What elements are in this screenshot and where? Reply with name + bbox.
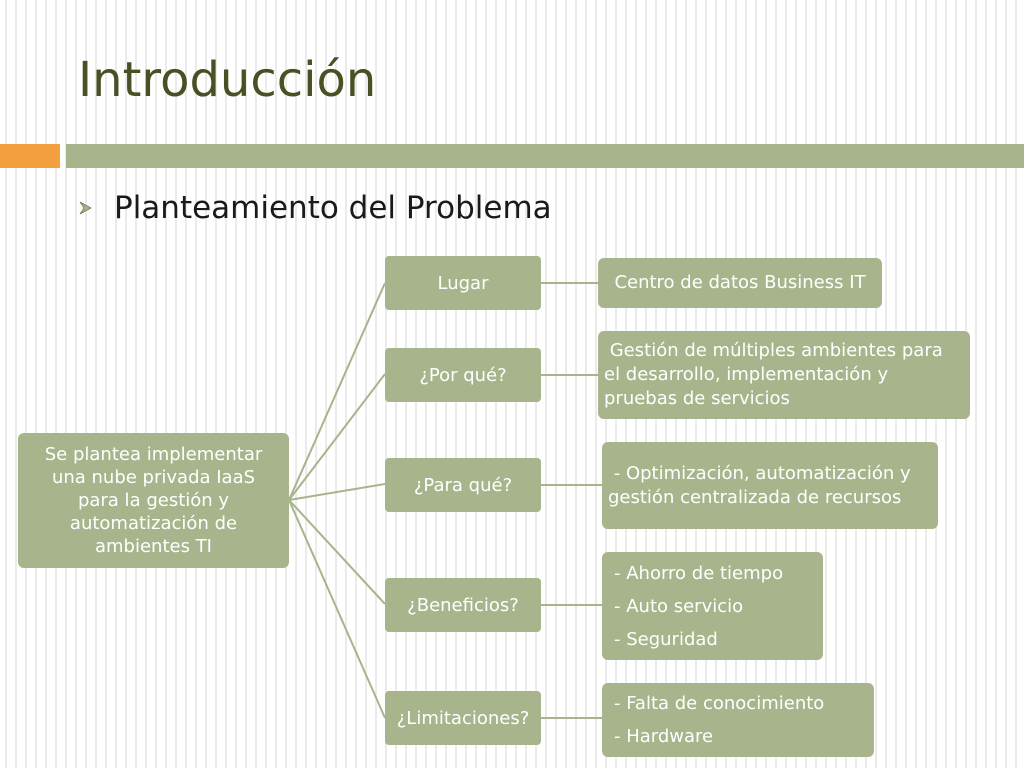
connector-root-porque xyxy=(289,374,385,500)
answer-node-lugar: Centro de datos Business IT xyxy=(598,258,882,308)
bullet-item xyxy=(78,190,552,226)
connector-root-beneficios xyxy=(289,500,385,604)
answer-line: - Ahorro de tiempo xyxy=(614,562,784,584)
answer-node-beneficios xyxy=(602,552,823,660)
answer-node-para-que: - Optimización, automatización y gestión centralizada de recursos xyxy=(602,442,938,529)
answer-line: - Hardware xyxy=(614,726,714,747)
question-node-lugar: Lugar xyxy=(385,256,541,310)
root-node: Se plantea implementar una nube privada IaaS para la gestión y automatización de ambientes TI xyxy=(18,433,289,568)
title-underline-bar xyxy=(66,144,1024,168)
connector-root-lugar xyxy=(289,283,385,500)
connector-root-paraque xyxy=(289,484,385,500)
answer-line: - Auto servicio xyxy=(614,595,744,617)
answer-line: - Falta de conocimiento xyxy=(614,693,825,714)
answer-node-limitaciones xyxy=(602,683,874,757)
answer-line: - Seguridad xyxy=(614,628,718,650)
question-node-para-que: ¿Para qué? xyxy=(385,458,541,512)
title-accent-bar xyxy=(0,144,60,168)
slide-title: Introducción xyxy=(78,52,377,108)
connector-root-limitaciones xyxy=(289,500,385,718)
question-node-limitaciones: ¿Limitaciones? xyxy=(385,691,541,745)
arrow-bullet-icon xyxy=(78,201,92,215)
question-node-por-que: ¿Por qué? xyxy=(385,348,541,402)
answer-node-por-que: Gestión de múltiples ambientes para el desarrollo, implementación y pruebas de servicios xyxy=(598,331,970,419)
question-node-beneficios: ¿Beneficios? xyxy=(385,578,541,632)
bullet-text: Planteamiento del Problema xyxy=(114,190,552,226)
